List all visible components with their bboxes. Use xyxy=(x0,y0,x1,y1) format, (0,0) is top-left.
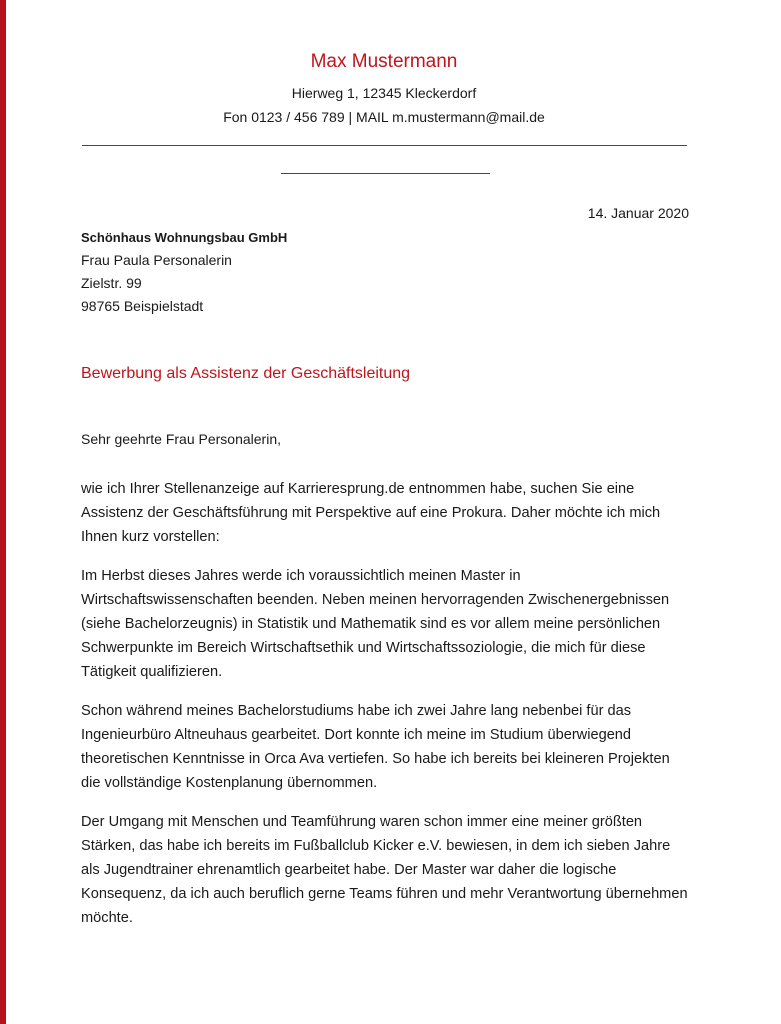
body-paragraph: Der Umgang mit Menschen und Teamführung waren schon immer eine meiner größten Stärken, das habe ich bereits im Fußballclub Kicker e.V. bewiesen, in dem ich sieben Jahre als Jugendtrainer ehrenamtlich gearbeitet habe. Der Master war daher die logische Konsequenz, da ich auch beruflich gerne Teams führen und mehr Verantwortung übernehmen möchte. xyxy=(81,814,688,926)
body-paragraph: Im Herbst dieses Jahres werde ich voraussichtlich meinen Master in Wirtschaftswissenschaften beenden. Neben meinen hervorragenden Zwischenergebnissen (siehe Bachelorzeugnis) in Statistik und Mathematik sind es vor allem meine persönlichen Schwerpunkte im Bereich Wirtschaftsethik und Wirtschaftssoziologie, die mich für diese Tätigkeit qualifizieren. xyxy=(81,568,670,680)
recipient-block xyxy=(81,226,287,318)
letter-body xyxy=(81,477,691,945)
letter-subject: Bewerbung als Assistenz der Geschäftsleitung xyxy=(81,365,411,382)
sender-contact: Fon 0123 / 456 789 | MAIL m.mustermann@mail.de xyxy=(223,109,545,125)
sender-name: Max Mustermann xyxy=(310,51,458,72)
recipient-company: Schönhaus Wohnungsbau GmbH xyxy=(81,230,288,245)
body-paragraph: wie ich Ihrer Stellenanzeige auf Karrieresprung.de entnommen habe, suchen Sie eine Assistenz der Geschäftsführung mit Perspektive auf eine Prokura. Daher möchte ich mich Ihnen kurz vorstellen: xyxy=(81,481,661,545)
header-divider xyxy=(82,145,687,146)
recipient-person: Frau Paula Personalerin xyxy=(81,252,232,268)
letterhead xyxy=(0,50,768,126)
recipient-street: Zielstr. 99 xyxy=(81,275,142,291)
letter-date: 14. Januar 2020 xyxy=(587,205,689,221)
letter-salutation: Sehr geehrte Frau Personalerin, xyxy=(81,431,281,447)
sender-address: Hierweg 1, 12345 Kleckerdorf xyxy=(291,85,477,101)
recipient-city: 98765 Beispielstadt xyxy=(81,298,204,314)
header-divider-short xyxy=(281,173,490,174)
body-paragraph: Schon während meines Bachelorstudiums habe ich zwei Jahre lang nebenbei für das Ingenieurbüro Altneuhaus gearbeitet. Dort konnte ich meine im Studium überwiegend theoretischen Kenntnisse in Orca Ava vertiefen. So habe ich bereits bei kleineren Projekten die vollständige Kostenplanung übernommen. xyxy=(81,703,670,791)
left-accent-bar xyxy=(0,0,6,1024)
